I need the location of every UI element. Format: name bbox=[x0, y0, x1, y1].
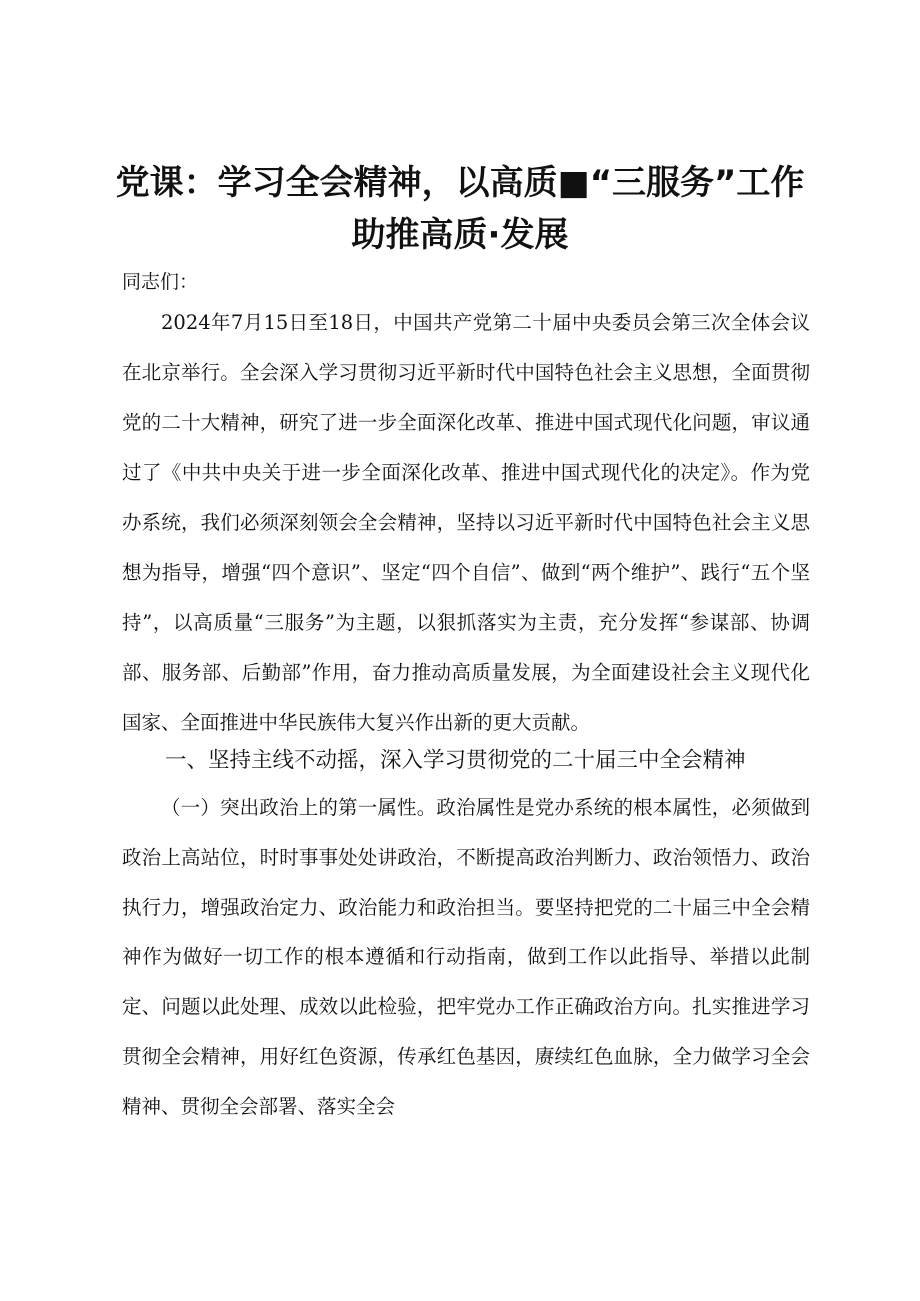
body-paragraph-2: （一）突出政治上的第一属性。政治属性是党办系统的根本属性，必须做到政治上高站位，时时事事处处讲政治，不断提高政治判断力、政治领悟力、政治执行力，增强政治定力、政治能力和政治担当。要坚持把党的二十届三中全会精神作为做好一切工作的根本遵循和行动指南，做到工作以此指导、举措以此制定、问题以此处理、成效以此检验，把牢党办工作正确政治方向。扎实推进学习贯彻全会精神，用好红色资源，传承红色基因，赓续红色血脉，全力做学习全会精神、贯彻全会部署、落实全会 bbox=[122, 796, 810, 1118]
document-title-line-2: 助推高质·发展 bbox=[351, 215, 569, 255]
document-title-line-1: 党课：学习全会精神，以高质■“三服务”工作 bbox=[115, 163, 805, 203]
body-paragraph-1: 2024年7月15日至18日，中国共产党第二十届中央委员会第三次全体会议在北京举行。全会深入学习贯彻习近平新时代中国特色社会主义思想，全面贯彻党的二十大精神，研究了进一步全面深化改革、推进中国式现代化问题，审议通过了《中共中央关于进一步全面深化改革、推进中国式现代化的决定》。作为党办系统，我们必须深刻领会全会精神，坚持以习近平新时代中国特色社会主义思想为指导，增强“四个意识”、坚定“四个自信”、做到“两个维护”、践行“五个坚持”，以高质量“三服务”为主题，以狠抓落实为主责，充分发挥“参谋部、协调部、服务部、后勤部”作用，奋力推动高质量发展，为全面建设社会主义现代化国家、全面推进中华民族伟大复兴作出新的更大贡献。 bbox=[122, 311, 810, 734]
salutation: 同志们： bbox=[122, 271, 199, 293]
section-heading-1: 一、坚持主线不动摇，深入学习贯彻党的二十届三中全会精神 bbox=[165, 748, 746, 773]
